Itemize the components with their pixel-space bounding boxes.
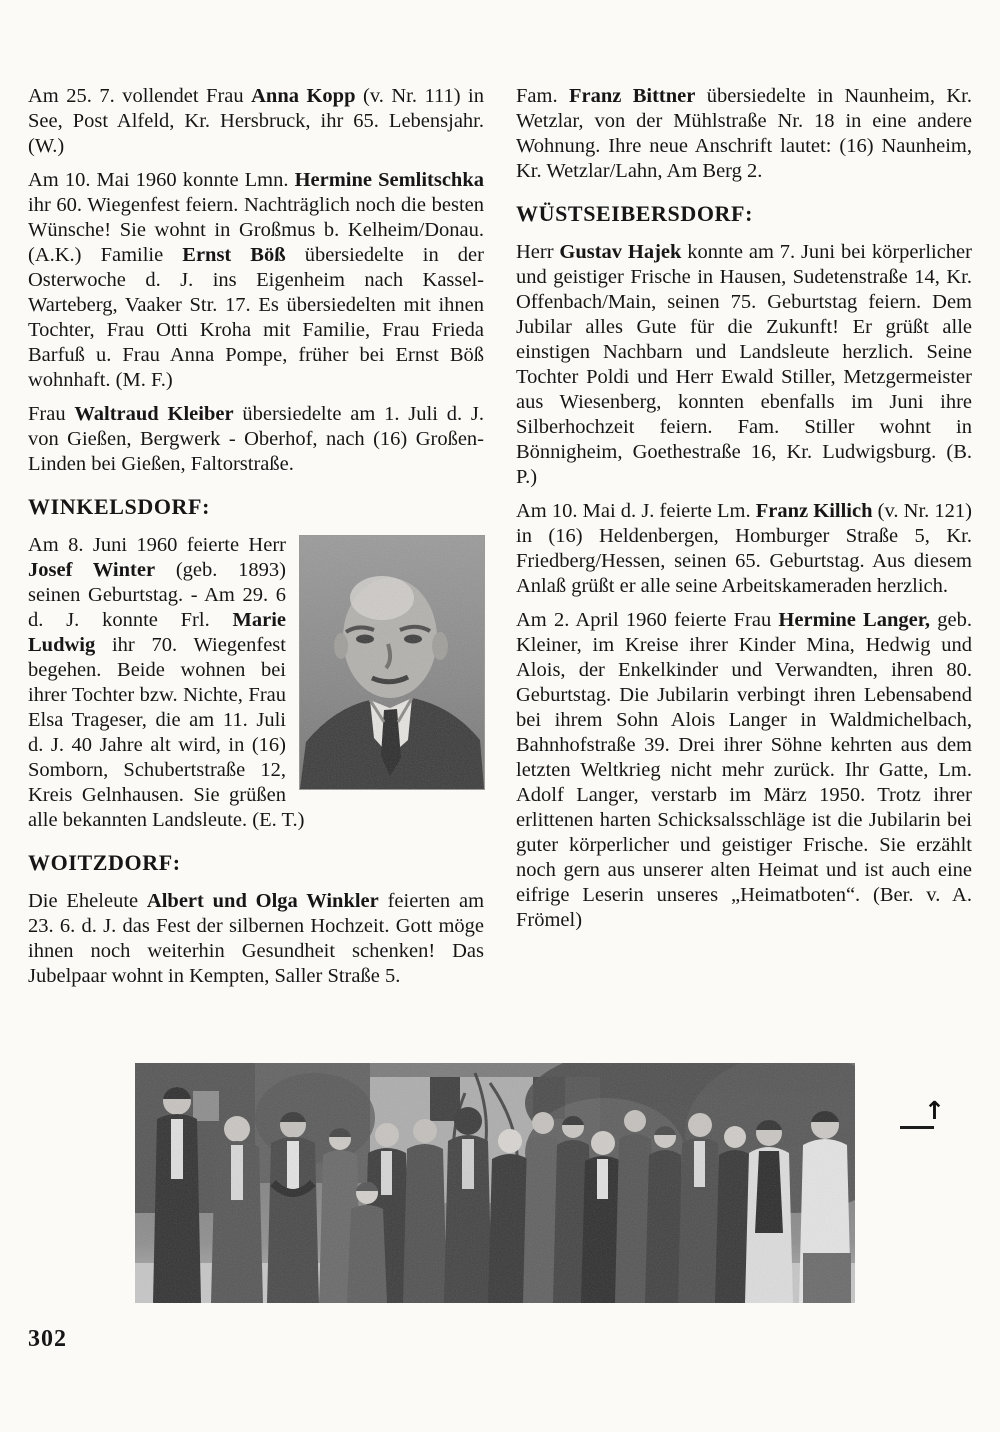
up-arrow-icon: ↑ — [924, 1096, 945, 1125]
group-photo-illustration — [135, 1063, 855, 1303]
paragraph: Frau Waltraud Kleiber übersiedelte am 1. Juli d. J. von Gießen, Bergwerk - Oberhof, nach (16) Großen-Linden bei Gießen, Faltorstraße. — [28, 403, 485, 475]
underline-dash — [900, 1126, 934, 1129]
page-number: 302 — [28, 1326, 67, 1352]
paragraph: Herr Gustav Hajek konnte am 7. Juni bei körperlicher und geistiger Frische in Hausen, Sudetenstraße 14, Kr. Offenbach/Main, seinen 75. Geburtstag feiern. Dem Jubilar alles Gute für die Zukunft! Er grüßt alle einstigen Nachbarn und Landsleute herzlich. Seine Tochter Poldi und Herr Ewald Stiller, Metzgermeister aus Wiesenberg, konnten ebenfalls im Juni ihre Silberhochzeit feiern. Fam. Stiller wohnt in Bönnigheim, Goethestraße 16, Kr. Ludwigsburg. (B. P.) — [516, 241, 972, 488]
paragraph: Fam. Franz Bittner übersiedelte in Naunheim, Kr. Wetzlar, von der Mühlstraße Nr. 18 in eine andere Wohnung. Ihre neue Anschrift lautet: (16) Naunheim, Kr. Wetzlar/Lahn, Am Berg 2. — [516, 85, 972, 182]
right-column — [516, 84, 972, 998]
columns — [28, 84, 972, 998]
paragraph: Am 8. Juni 1960 feierte Herr Josef Winter (geb. 1893) seinen Geburtstag. - Am 29. 6 d. J. konnte Frl. Marie Ludwig ihr 70. Wiegenfest begehen. Beide wohnen bei ihrer Tochter bzw. Nichte, Frau Elsa Trageser, die am 11. Juli d. J. 40 Jahre alt wird, in (16) Somborn, Schubertstraße 12, Kreis Gelnhausen. Sie grüßen alle bekannten Landsleute. (E. T.) — [28, 533, 484, 833]
portrait-photo — [300, 536, 484, 789]
paragraph: Am 2. April 1960 feierte Frau Hermine Langer, geb. Kleiner, im Kreise ihrer Kinder Mina, Hedwig und Alois, der Enkelkinder und Verwandten, ihren 80. Geburtstag. Die Jubilarin verbingt ihren Lebensabend bei ihrem Sohn Alois Langer in Waldmichelbach, Bahnhofstraße 39. Drei ihrer Söhne kehrten aus dem letzten Weltkrieg nicht mehr zurück. Ihr Gatte, Lm. Adolf Langer, verstarb im März 1950. Trotz ihrer erlittenen harten Schicksalsschläge ist die Jubilarin bei guter körperlicher und geistiger Frische. Sie erzählt noch gern aus unserer alten Heimat und ist auch eine eifrige Leserin unseres „Heimatboten“. (Ber. v. A. Frömel) — [516, 609, 972, 931]
up-arrow-mark — [898, 1096, 958, 1136]
paragraph: Am 10. Mai d. J. feierte Lm. Franz Killich (v. Nr. 121) in (16) Heldenbergen, Homburger Straße 5, Kr. Friedberg/Hessen, seinen 65. Geburtstag. Aus diesem Anlaß grüßt er alle seine Arbeitskameraden herzlich. — [516, 500, 972, 597]
portrait-photo-illustration — [300, 536, 484, 789]
group-photo — [135, 1063, 855, 1303]
section-heading: WÜSTSEIBERSDORF: — [516, 201, 753, 226]
section-heading: WOITZDORF: — [28, 850, 181, 875]
paragraph: Die Eheleute Albert und Olga Winkler feierten am 23. 6. d. J. das Fest der silbernen Hochzeit. Gott möge ihnen noch weiterhin Gesundheit schenken! Das Jubelpaar wohnt in Kempten, Saller Straße 5. — [28, 890, 485, 987]
paragraph: Am 25. 7. vollendet Frau Anna Kopp (v. Nr. 111) in See, Post Alfeld, Kr. Hersbruck, ihr 65. Lebensjahr. (W.) — [28, 85, 484, 157]
left-column — [28, 84, 484, 998]
paragraph: Am 10. Mai 1960 konnte Lmn. Hermine Semlitschka ihr 60. Wiegenfest feiern. Nachträglich noch die besten Wünsche! Sie wohnt in Großmus b. Kelheim/Donau. (A.K.) Familie Ernst Böß übersiedelte in der Osterwoche d. J. ins Eigenheim nach Kassel-Warteberg, Vaaker Str. 17. Es übersiedelten mit ihnen Tochter, Frau Otti Kroha mit Familie, Frau Frieda Barfuß u. Frau Anna Pompe, früher bei Ernst Böß wohnhaft. (M. F.) — [28, 169, 484, 391]
section-heading: WINKELSDORF: — [28, 494, 210, 519]
